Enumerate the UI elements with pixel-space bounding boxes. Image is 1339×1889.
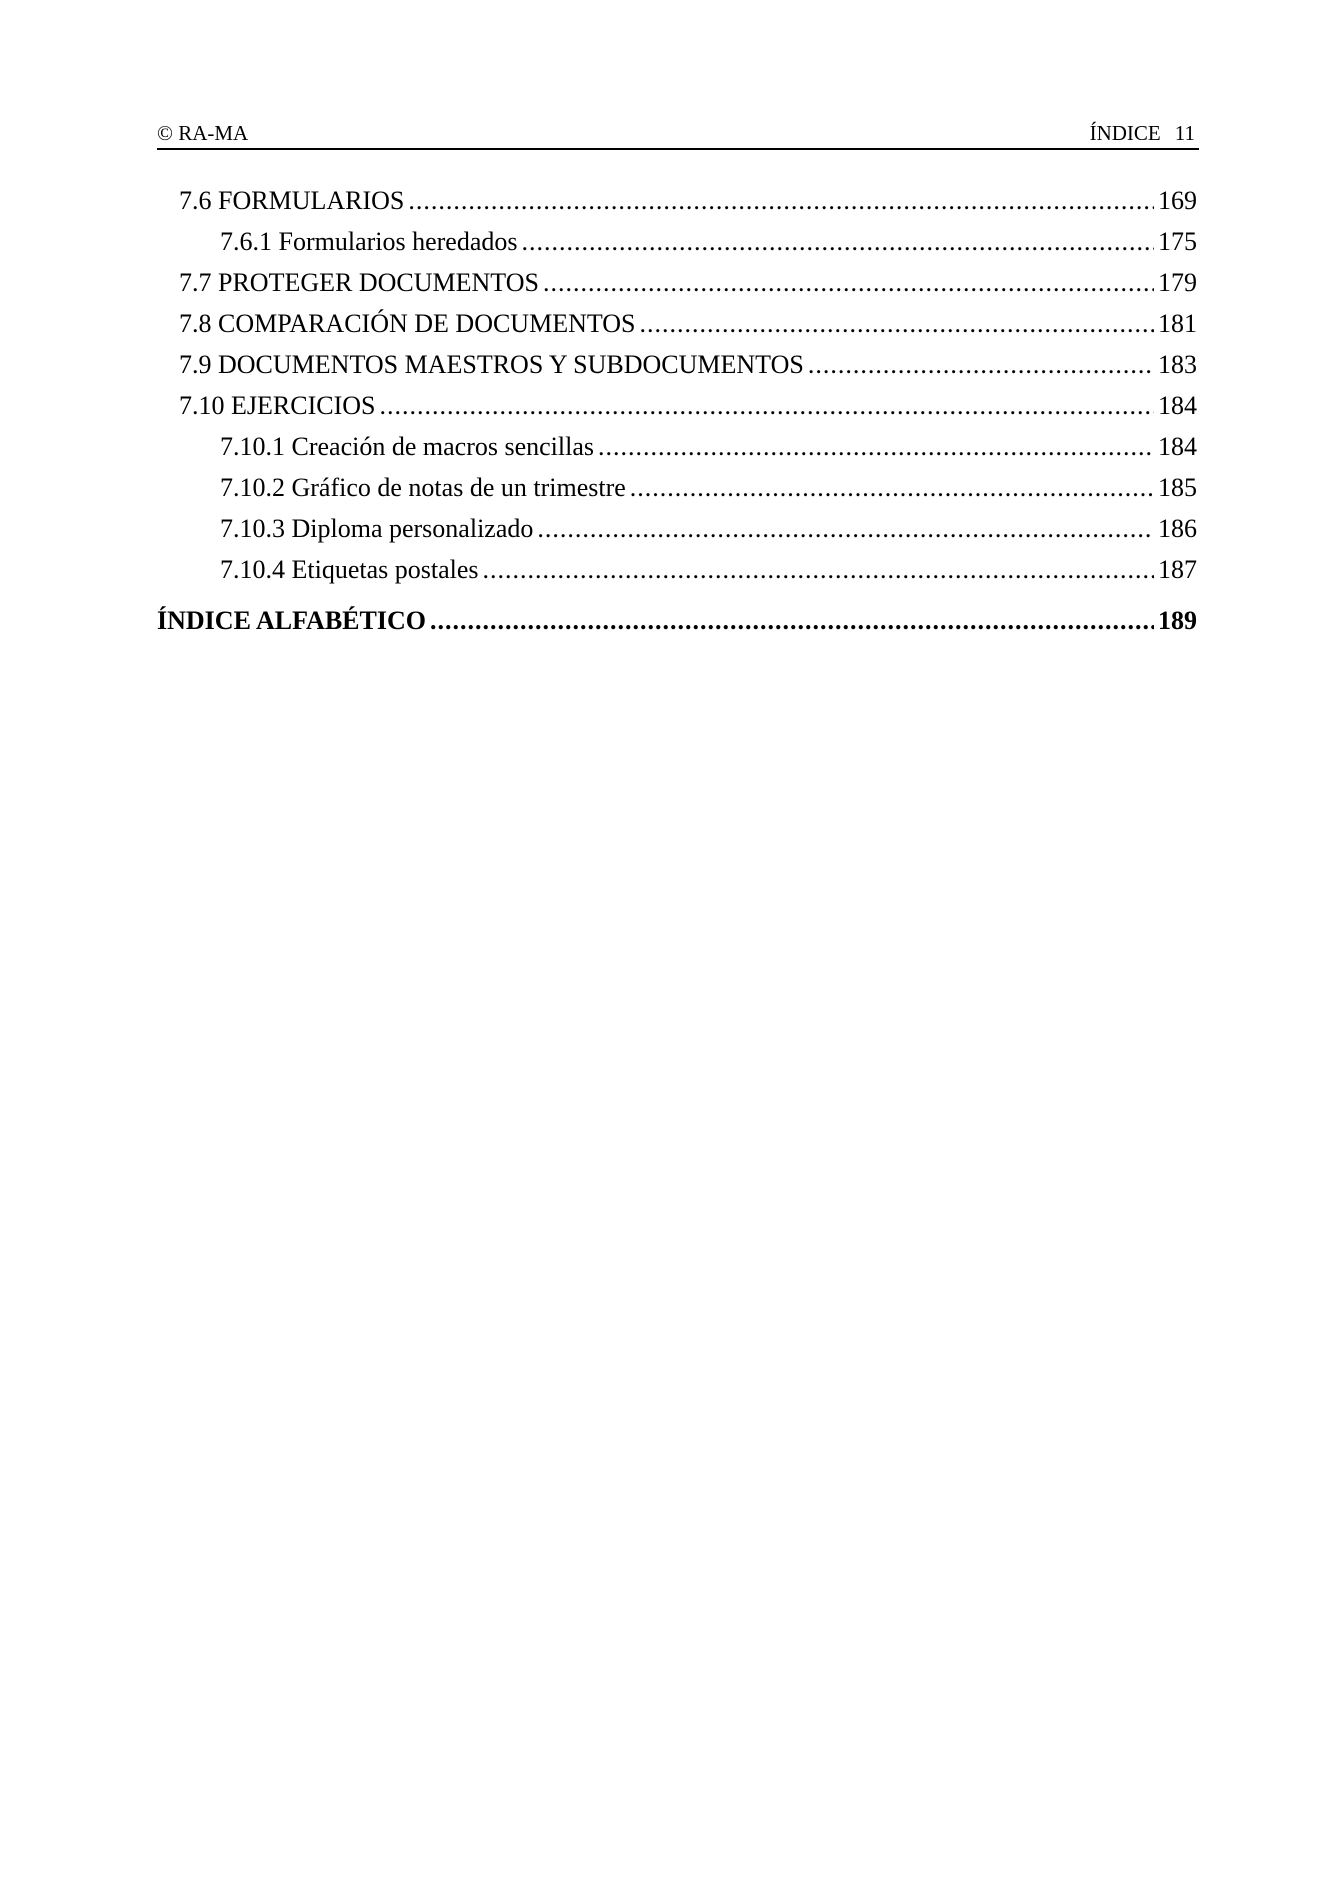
toc-entry[interactable] [157, 426, 1197, 467]
toc-entry[interactable] [157, 549, 1197, 590]
toc-entry-title: 7.10 EJERCICIOS [179, 391, 376, 420]
toc-entry-title: 7.10.2 Gráfico de notas de un trimestre [220, 473, 626, 502]
toc-dot-leader [430, 600, 1154, 641]
toc-entry[interactable] [157, 467, 1197, 508]
toc-entry[interactable] [157, 303, 1197, 344]
section-title: ÍNDICE [1089, 121, 1161, 145]
table-of-contents [157, 180, 1197, 641]
toc-entry[interactable] [157, 385, 1197, 426]
toc-entry[interactable] [157, 262, 1197, 303]
toc-entry[interactable] [157, 600, 1197, 641]
toc-entry-page: 184 [1158, 432, 1197, 461]
toc-dot-leader [630, 467, 1154, 508]
page-number: 11 [1174, 121, 1195, 145]
toc-entry-page: 185 [1158, 473, 1197, 502]
toc-entry-page: 181 [1158, 309, 1197, 338]
toc-dot-leader [543, 262, 1154, 303]
toc-entry[interactable] [157, 180, 1197, 221]
page-header [157, 118, 1199, 150]
toc-dot-leader [598, 426, 1154, 467]
toc-entry-title: 7.10.3 Diploma personalizado [220, 514, 534, 543]
toc-dot-leader [808, 344, 1154, 385]
toc-entry-page: 169 [1158, 186, 1197, 215]
toc-entry-title: 7.8 COMPARACIÓN DE DOCUMENTOS [179, 309, 636, 338]
toc-entry-title: 7.6 FORMULARIOS [179, 186, 405, 215]
publisher-label: © RA-MA [157, 121, 249, 145]
toc-entry-page: 189 [1158, 606, 1197, 635]
toc-entry-title: 7.9 DOCUMENTOS MAESTROS Y SUBDOCUMENTOS [179, 350, 804, 379]
toc-entry-page: 179 [1158, 268, 1197, 297]
toc-entry-page: 187 [1158, 555, 1197, 584]
toc-entry-title: 7.10.1 Creación de macros sencillas [220, 432, 594, 461]
toc-entry-title: 7.10.4 Etiquetas postales [220, 555, 479, 584]
toc-dot-leader [483, 549, 1154, 590]
toc-entry[interactable] [157, 221, 1197, 262]
toc-entry-title: 7.6.1 Formularios heredados [220, 227, 518, 256]
toc-dot-leader [522, 221, 1154, 262]
toc-entry-title: ÍNDICE ALFABÉTICO [157, 606, 426, 635]
toc-dot-leader [408, 180, 1154, 221]
toc-entry[interactable] [157, 508, 1197, 549]
toc-entry-page: 186 [1158, 514, 1197, 543]
toc-entry-title: 7.7 PROTEGER DOCUMENTOS [179, 268, 539, 297]
toc-dot-leader [379, 385, 1154, 426]
toc-entry-page: 184 [1158, 391, 1197, 420]
toc-entry[interactable] [157, 344, 1197, 385]
header-right [1090, 118, 1195, 148]
toc-dot-leader [640, 303, 1154, 344]
toc-dot-leader [537, 508, 1154, 549]
toc-entry-page: 175 [1158, 227, 1197, 256]
toc-entry-page: 183 [1158, 350, 1197, 379]
